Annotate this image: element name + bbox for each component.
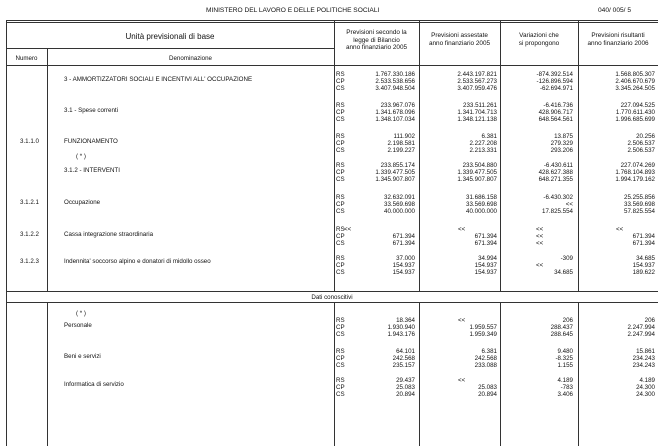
row-denomination: 3 - AMMORTIZZATORI SOCIALI E INCENTIVI ALL' OCCUPAZIONE (64, 76, 253, 83)
row-values-variazioni: -6.416.736 428.906.717 648.564.561 (538, 102, 573, 123)
row-values-assestate: << 671.394 671.394 (458, 226, 497, 247)
row-values-legge: 37.000 154.937 154.937 (392, 255, 415, 276)
row-codes: RS CP CS (336, 194, 345, 215)
denominazione-header: Denominazione (169, 55, 212, 62)
row-values-risultanti: << 671.394 671.394 (616, 226, 655, 247)
row-codes: RS CP CS (336, 317, 345, 338)
row-values-risultanti: 15.861 234.243 234.243 (632, 348, 655, 369)
row-values-assestate: 6.381 242.568 233.088 (474, 348, 497, 369)
col-header-assestate: Previsioni assestate anno finanziario 2005 (428, 32, 491, 47)
row-values-assestate: << 25.083 20.894 (458, 377, 497, 398)
row-codes: RS CP CS (336, 377, 345, 398)
row-values-legge: 233.855.174 1.339.477.505 1.345.907.807 (375, 162, 415, 183)
row-values-variazioni: 13.875 279.329 293.206 (550, 133, 573, 154)
row-values-assestate: << 1.959.557 1.959.349 (458, 317, 497, 338)
dati-note-marker: ( * ) (76, 310, 86, 317)
row-values-legge: 18.364 1.930.940 1.943.176 (387, 317, 415, 338)
dati-conoscitivi-title: Dati conoscitivi (311, 294, 353, 301)
row-denomination: Occupazione (64, 199, 101, 206)
row-values-legge: 32.632.091 33.569.698 40.000.000 (384, 194, 415, 215)
row-values-assestate: 34.994 154.937 154.937 (474, 255, 497, 276)
upb-header: Unità previsionali di base (125, 32, 215, 41)
row-codes: RS CP CS (336, 102, 345, 123)
row-values-variazioni: 206 288.437 288.645 (550, 317, 573, 338)
row-values-variazioni: -6.430.611 428.627.388 648.271.355 (538, 162, 573, 183)
row-denomination: Informatica di servizio (64, 381, 124, 388)
row-denomination: Personale (64, 322, 92, 329)
row-codes: RS CP CS (336, 348, 345, 369)
row-values-risultanti: 4.189 24.300 24.300 (636, 377, 655, 398)
row-denomination: 3.1.2 - INTERVENTI (64, 167, 120, 174)
row-values-assestate: 233.511.261 1.341.704.713 1.348.121.138 (457, 102, 497, 123)
row-codes: RS CP CS (336, 226, 345, 247)
row-values-risultanti: 34.685 154.937 189.622 (632, 255, 655, 276)
row-number: 3.1.1.0 (20, 138, 39, 145)
row-number: 3.1.2.1 (20, 199, 39, 206)
col-header-legge: Previsioni secondo la legge di Bilancio anno finanziario 2005 (345, 29, 408, 52)
row-denomination: 3.1 - Spese correnti (64, 107, 118, 114)
row-values-assestate: 233.504.880 1.339.477.505 1.345.907.807 (457, 162, 497, 183)
row-denomination: FUNZIONAMENTO (64, 138, 118, 145)
page-reference: 040/ 005/ 5 (598, 7, 631, 14)
row-values-risultanti: 1.568.805.307 2.406.670.679 3.345.264.505 (615, 71, 655, 92)
col-header-variazioni: Variazioni che si propongono (518, 32, 560, 47)
row-values-assestate: 31.686.158 33.569.698 40.000.000 (466, 194, 497, 215)
row-values-variazioni: -6.430.302 << 17.825.554 (542, 194, 573, 215)
row-number: 3.1.2.3 (20, 258, 39, 265)
row-values-risultanti: 206 2.247.994 2.247.994 (627, 317, 655, 338)
row-values-legge: 29.437 25.083 20.894 (396, 377, 415, 398)
row-values-variazioni: 4.189 -783 3.406 (557, 377, 573, 398)
row-values-risultanti: 227.074.269 1.768.104.893 1.994.179.162 (615, 162, 655, 183)
row-values-risultanti: 20.256 2.506.537 2.506.537 (627, 133, 655, 154)
row-values-assestate: 6.381 2.227.208 2.213.331 (469, 133, 497, 154)
row-codes: RS CP CS (336, 162, 345, 183)
row-values-legge: << 671.394 671.394 (344, 226, 415, 247)
row-note-marker: ( * ) (76, 153, 86, 160)
numero-header: Numero (15, 55, 38, 62)
row-codes: RS CP CS (336, 71, 345, 92)
row-values-legge: 233.967.076 1.341.678.096 1.348.107.034 (375, 102, 415, 123)
row-values-variazioni: 9.480 -8.325 1.155 (555, 348, 573, 369)
row-values-legge: 111.902 2.198.581 2.199.227 (387, 133, 415, 154)
row-codes: RS CP CS (336, 133, 345, 154)
row-number: 3.1.2.2 (20, 231, 39, 238)
row-codes: RS CP CS (336, 255, 345, 276)
ministry-title: MINISTERO DEL LAVORO E DELLE POLITICHE SOCIALI (206, 7, 380, 14)
row-values-risultanti: 227.094.525 1.770.611.430 1.996.685.699 (615, 102, 655, 123)
row-values-variazioni: -874.392.514 -126.896.594 -62.694.971 (536, 71, 573, 92)
row-values-assestate: 2.443.197.821 2.533.567.273 3.407.959.476 (457, 71, 497, 92)
row-values-variazioni: << << << (536, 226, 544, 247)
row-denomination: Indennita' soccorso alpino e donatori di midollo osseo (64, 258, 211, 265)
row-denomination: Cassa integrazione straordinaria (64, 231, 154, 238)
row-values-legge: 64.101 242.568 235.157 (392, 348, 415, 369)
row-denomination: Beni e servizi (64, 353, 101, 360)
row-values-risultanti: 25.255.856 33.569.698 57.825.554 (624, 194, 655, 215)
col-header-risultanti: Previsioni risultanti anno finanziario 2006 (587, 32, 649, 47)
row-values-variazioni: -309 << 34.685 (536, 255, 573, 276)
row-values-legge: 1.767.330.186 2.533.538.656 3.407.948.504 (375, 71, 415, 92)
